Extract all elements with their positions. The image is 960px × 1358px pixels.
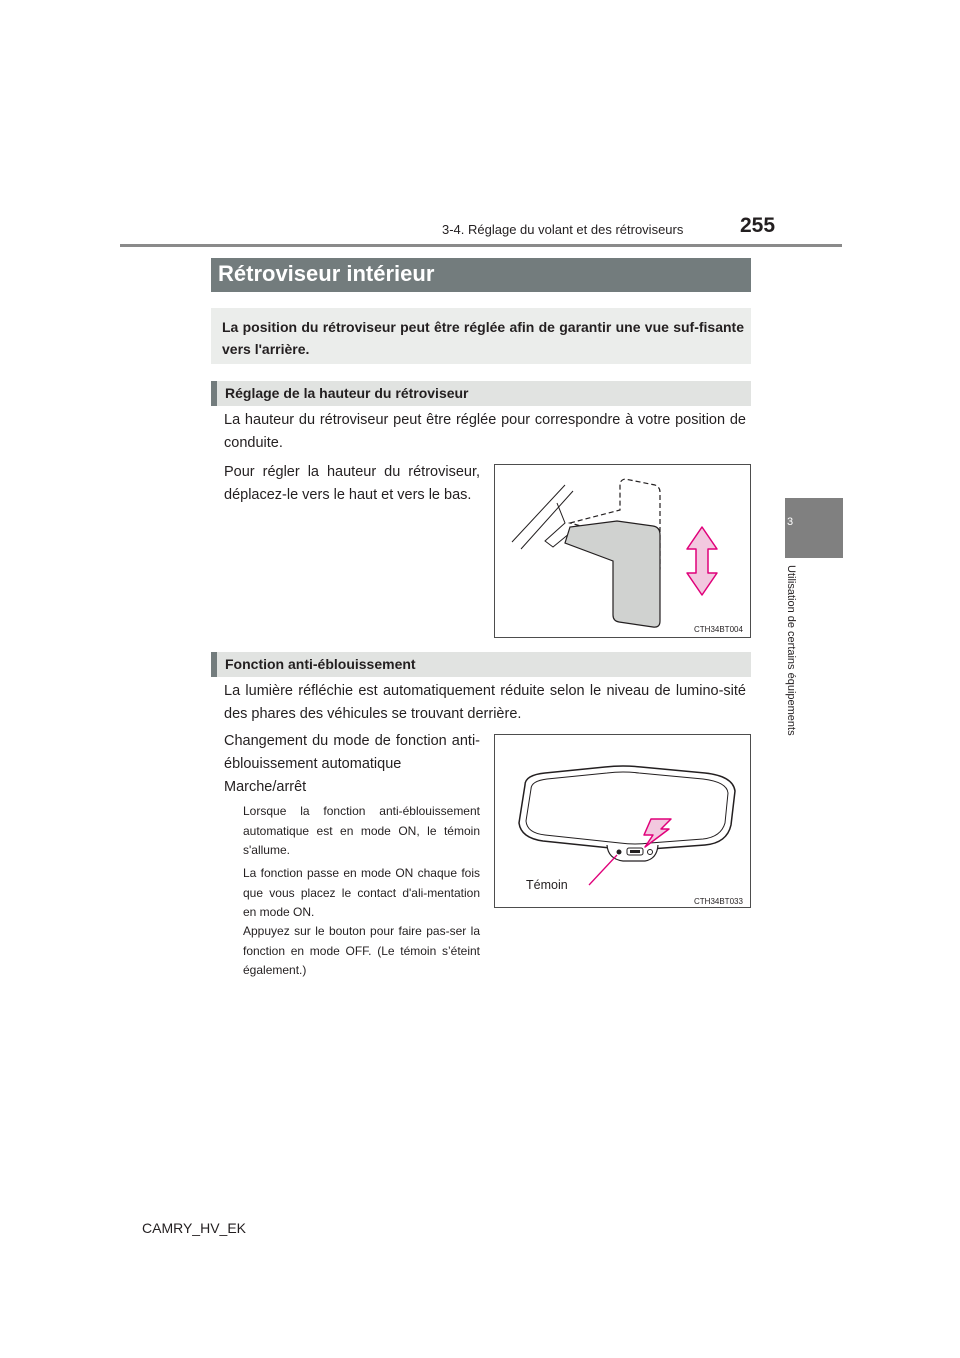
chapter-number: 3 [786,516,794,528]
chapter-tab [785,498,843,558]
antiglare-paragraph-1: La lumière réfléchie est automatiquement réduite selon le niveau de lumino-sité des phares des véhicules se trouvant derrière. [224,683,746,722]
height-paragraph-1: La hauteur du rétroviseur peut être réglée pour correspondre à votre position de conduite. [224,412,746,451]
antiglare-note-1: Lorsque la fonction anti-éblouissement automatique est en mode ON, le témoin s'allume. [243,804,480,857]
section-heading-accent [211,652,217,677]
indicator-callout-label: Témoin [526,878,568,892]
figure-code-2: CTH34BT033 [694,897,743,906]
intro-text: La position du rétroviseur peut être réglée afin de garantir une vue suf-fisante vers l'arrière. [222,319,744,357]
section-heading-antiglare: Fonction anti-éblouissement [225,656,416,672]
mirror-height-illustration [495,465,750,637]
antiglare-paragraph-2: Changement du mode de fonction anti-éblouissement automatique [224,733,480,772]
chapter-title-container [787,565,807,775]
section-heading-accent [211,381,217,406]
chapter-title: Utilisation de certains équipements [785,565,797,736]
page-title: Rétroviseur intérieur [218,261,435,286]
antiglare-note-3: Appuyez sur le bouton pour faire pas-ser la fonction en mode OFF. (Le témoin s’éteint également.) [243,924,480,977]
figure-mirror-height [494,464,751,638]
header-rule [120,244,842,247]
running-header-section: 3-4. Réglage du volant et des rétroviseurs [442,222,684,237]
antiglare-paragraph-3: Marche/arrêt [224,779,307,795]
figure-code-1: CTH34BT004 [694,625,743,634]
section-heading-height: Réglage de la hauteur du rétroviseur [225,385,469,401]
up-down-arrow-icon [687,527,717,595]
figure-mirror-antiglare [494,734,751,908]
footer-model-code: CAMRY_HV_EK [142,1220,247,1236]
page-number: 255 [740,214,776,237]
height-paragraph-2: Pour régler la hauteur du rétroviseur, déplacez-le vers le haut et vers le bas. [224,464,480,503]
antiglare-note-2: La fonction passe en mode ON chaque fois que vous placez le contact d'ali-mentation en mode ON. [243,866,480,919]
